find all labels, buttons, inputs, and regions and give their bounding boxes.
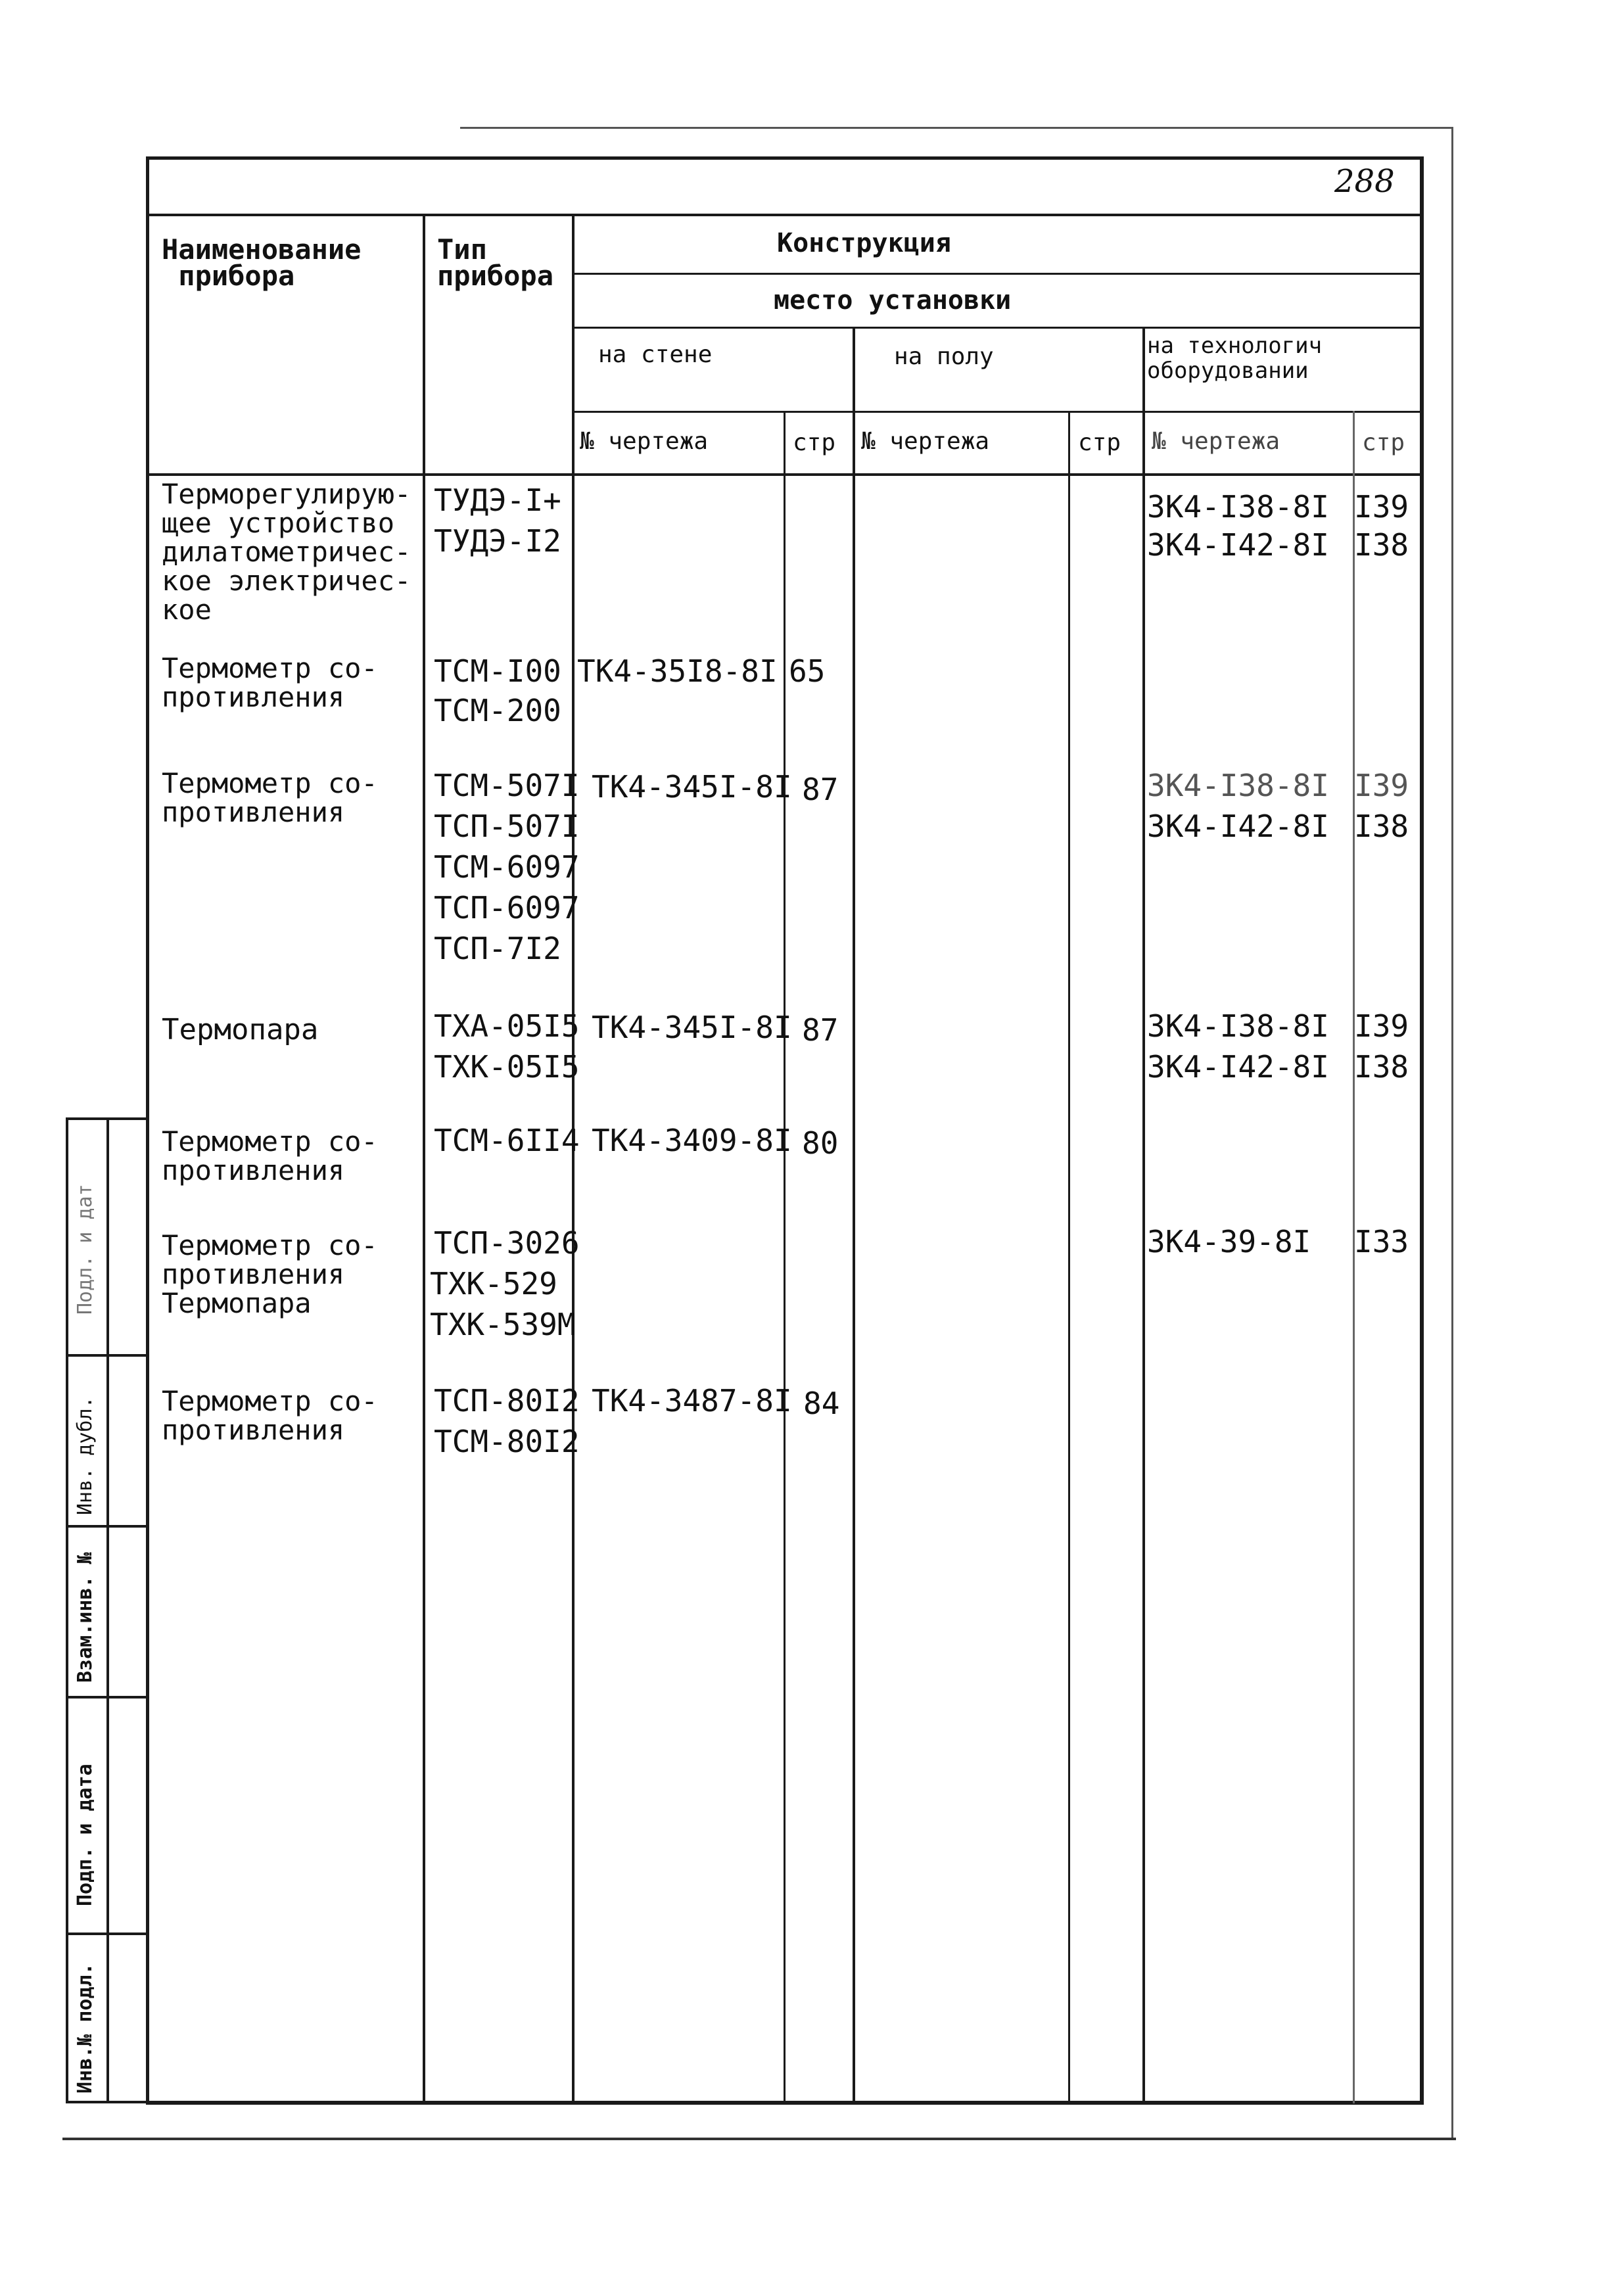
table-row-3-name: Термопара xyxy=(162,1013,319,1046)
table-row-3-eq-0-drawing: ЗК4-I38-8I xyxy=(1147,1008,1329,1044)
header-on-wall: на стене xyxy=(598,341,713,368)
table-row-0-type-1: ТУДЭ-I2 xyxy=(434,523,561,559)
table-row-6-type-1: ТСМ-80I2 xyxy=(434,1424,580,1459)
header-install-place: место установки xyxy=(774,285,1012,316)
page-number: 288 xyxy=(1334,163,1395,200)
table-row-1-type-1: ТСМ-200 xyxy=(434,693,561,728)
table-row-3-type-0: ТХА-05I5 xyxy=(434,1008,580,1044)
table-row-6-name: Термометр со- противления xyxy=(162,1385,378,1446)
stamp-podp-data: Подп. и дата xyxy=(74,1764,97,1906)
table-row-3-type-1: ТХК-05I5 xyxy=(434,1049,580,1085)
table-row-6-wall-drawing: ТК4-3487-8I xyxy=(592,1383,792,1418)
table-row-1-wall-page: 65 xyxy=(789,653,826,689)
table-row-3-eq-1-page: I38 xyxy=(1354,1049,1409,1085)
header-equipment-drawing: № чертежа xyxy=(1152,428,1280,455)
table-row-2-type-2: ТСМ-6097 xyxy=(434,849,580,885)
table-row-4-wall-drawing: ТК4-3409-8I xyxy=(592,1123,792,1158)
stamp-podl-podp: Подл. и дат xyxy=(74,1184,97,1315)
table-row-2-type-4: ТСП-7I2 xyxy=(434,931,561,966)
table-row-2-eq-1-page: I38 xyxy=(1354,808,1409,844)
table-row-2-eq-0-page: I39 xyxy=(1354,768,1409,803)
table-row-0-eq-0-page: I39 xyxy=(1354,489,1409,525)
stamp-vzam-inv: Взам.инв. № xyxy=(74,1552,97,1683)
table-row-4-wall-page: 80 xyxy=(802,1125,839,1161)
header-on-equipment: на технологич оборудовании xyxy=(1147,333,1323,384)
table-row-2-eq-0-drawing: ЗК4-I38-8I xyxy=(1147,768,1329,803)
table-row-0-eq-1-page: I38 xyxy=(1354,527,1409,563)
table-row-4-name: Термометр со- противления xyxy=(162,1125,378,1186)
table-row-3-wall-page: 87 xyxy=(802,1012,839,1048)
table-row-3-eq-1-drawing: ЗК4-I42-8I xyxy=(1147,1049,1329,1085)
table-row-5-eq-0-drawing: ЗК4-39-8I xyxy=(1147,1224,1311,1259)
table-row-2-eq-1-drawing: ЗК4-I42-8I xyxy=(1147,808,1329,844)
header-construction: Конструкция xyxy=(777,228,951,258)
header-wall-drawing: № чертежа xyxy=(580,428,709,455)
table-row-1-wall-drawing: ТК4-35I8-8I xyxy=(577,653,778,689)
table-row-0-type-0: ТУДЭ-I+ xyxy=(434,482,561,518)
table-row-3-eq-0-page: I39 xyxy=(1354,1008,1409,1044)
table-row-2-name: Термометр со- противления xyxy=(162,767,378,828)
table-row-5-type-1: ТХК-529 xyxy=(430,1266,557,1301)
table-row-5-type-2: ТХК-539М xyxy=(430,1307,576,1342)
table-row-2-type-0: ТСМ-507I xyxy=(434,768,580,803)
header-equipment-page: стр xyxy=(1362,429,1405,456)
table-row-2-type-3: ТСП-6097 xyxy=(434,890,580,925)
table-row-2-wall-drawing: ТК4-345I-8I xyxy=(592,769,792,805)
table-row-4-type-0: ТСМ-6II4 xyxy=(434,1123,580,1158)
table-row-6-wall-page: 84 xyxy=(803,1386,840,1421)
table-row-3-wall-drawing: ТК4-345I-8I xyxy=(592,1010,792,1045)
table-row-6-type-0: ТСП-80I2 xyxy=(434,1383,580,1418)
header-col-name: Наименование прибора xyxy=(162,233,362,292)
table-row-5-type-0: ТСП-3026 xyxy=(434,1225,580,1261)
table-row-0-eq-1-drawing: ЗК4-I42-8I xyxy=(1147,527,1329,563)
table-row-5-name: Термометр со- противления Термопара xyxy=(162,1229,378,1319)
header-col-type: Тип прибора xyxy=(437,233,554,292)
header-wall-page: стр xyxy=(793,429,836,456)
table-row-2-type-1: ТСП-507I xyxy=(434,808,580,844)
stamp-inv-dubl: Инв. дубл. xyxy=(74,1396,97,1515)
header-floor-page: стр xyxy=(1078,429,1121,456)
table-row-1-name: Термометр со- противления xyxy=(162,652,378,713)
table-row-1-type-0: ТСМ-I00 xyxy=(434,653,561,689)
table-row-0-eq-0-drawing: ЗК4-I38-8I xyxy=(1147,489,1329,525)
table-row-5-eq-0-page: I33 xyxy=(1354,1224,1409,1259)
header-floor-drawing: № чертежа xyxy=(861,428,990,455)
table-row-2-wall-page: 87 xyxy=(802,772,839,807)
table-row-0-name: Терморегулирую- щее устройство дилатометричес- кое электричес- кое xyxy=(162,478,411,626)
stamp-inv-podl: Инв.№ подл. xyxy=(74,1963,97,2094)
header-on-floor: на полу xyxy=(894,343,994,370)
